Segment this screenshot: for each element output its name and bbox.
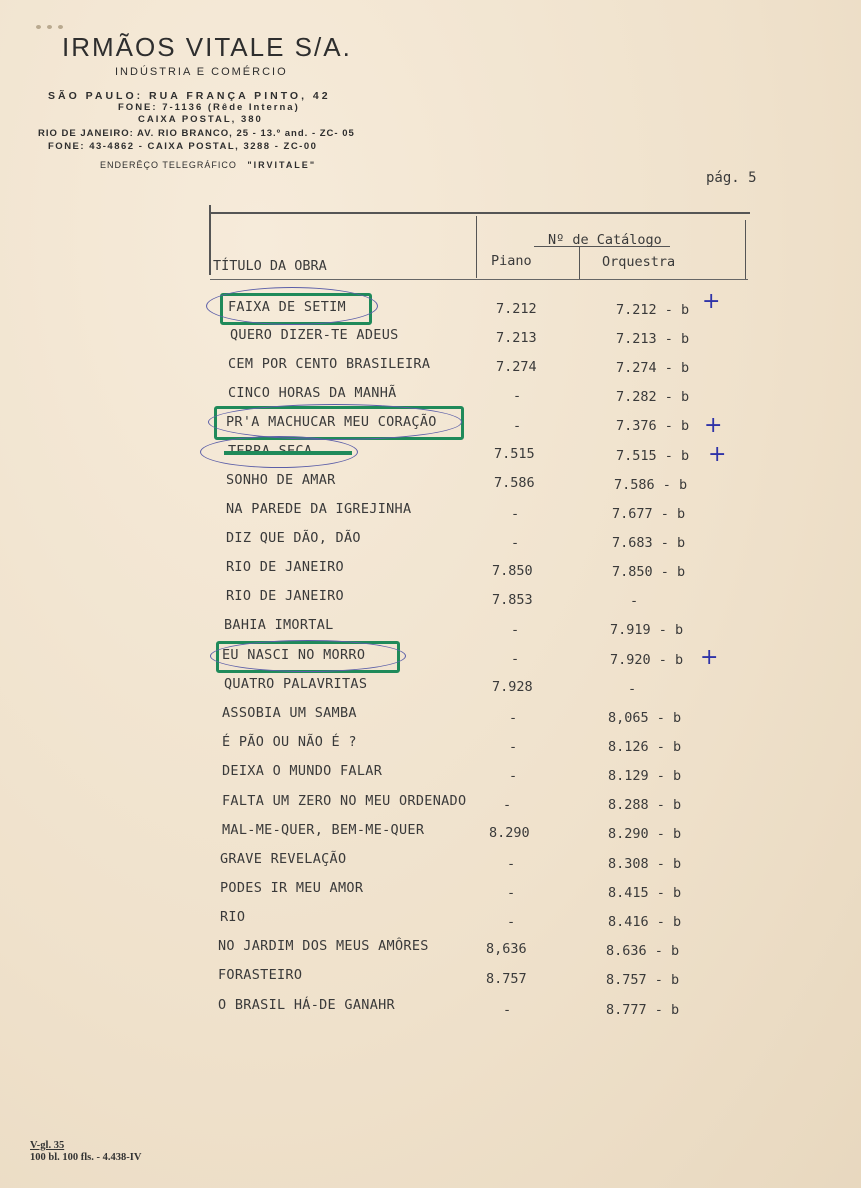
row-piano: 7.212 (496, 301, 537, 317)
table-right-rule (745, 220, 746, 280)
row-orquestra: 8.777 - b (606, 1002, 680, 1018)
row-orquestra: 8.126 - b (608, 739, 682, 755)
row-piano: - (503, 797, 512, 813)
row-orquestra: - (628, 681, 637, 697)
row-piano: - (507, 885, 516, 901)
pen-oval-machucar (208, 404, 462, 440)
row-orquestra: 7.850 - b (612, 564, 686, 580)
header-title-col: TÍTULO DA OBRA (213, 258, 327, 274)
pen-oval-terra-seca (200, 436, 358, 468)
row-title: BAHIA IMORTAL (224, 617, 334, 633)
company-name: IRMÃOS VITALE S/A. (62, 32, 352, 62)
row-title: NO JARDIM DOS MEUS AMÔRES (218, 938, 429, 954)
paper-stains (36, 14, 69, 33)
row-title: RIO (220, 909, 246, 925)
row-title: EU NASCI NO MORRO (222, 647, 366, 663)
pen-cross-mark: + (708, 442, 727, 467)
row-title: MAL-ME-QUER, BEM-ME-QUER (222, 822, 425, 838)
address-line-5: FONE: 43-4862 - CAIXA POSTAL, 3288 - ZC-00 (48, 141, 318, 152)
row-piano: - (507, 914, 516, 930)
address-line-3: CAIXA POSTAL, 380 (138, 114, 263, 125)
row-title: CINCO HORAS DA MANHÃ (228, 385, 397, 401)
address-line-1: SÃO PAULO: RUA FRANÇA PINTO, 42 (48, 90, 331, 102)
row-orquestra: 7.274 - b (616, 360, 690, 376)
telegraph-address (100, 160, 316, 170)
row-title: FAIXA DE SETIM (228, 299, 346, 315)
table-divider-orquestra (579, 246, 580, 280)
row-title: QUERO DIZER-TE ADEUS (230, 327, 399, 343)
row-orquestra: - (630, 593, 639, 609)
footer (30, 1140, 141, 1164)
row-piano: 7.850 (492, 563, 533, 579)
table-top-rule (210, 212, 750, 214)
row-title: ASSOBIA UM SAMBA (222, 705, 357, 721)
row-piano: 7.586 (494, 475, 535, 491)
address-line-4: RIO DE JANEIRO: AV. RIO BRANCO, 25 - 13.º and. - ZC- 05 (38, 128, 355, 139)
row-orquestra: 7.213 - b (616, 331, 690, 347)
row-piano: - (509, 710, 518, 726)
row-orquestra: 7.515 - b (616, 448, 690, 464)
row-orquestra: 8.290 - b (608, 826, 682, 842)
row-piano: - (503, 1002, 512, 1018)
row-title: QUATRO PALAVRITAS (224, 676, 368, 692)
row-orquestra: 8.757 - b (606, 972, 680, 988)
row-title: O BRASIL HÁ-DE GANAHR (218, 997, 395, 1013)
row-title: GRAVE REVELAÇÃO (220, 851, 347, 867)
row-orquestra: 8,065 - b (608, 710, 682, 726)
header-piano: Piano (491, 253, 532, 269)
row-orquestra: 7.376 - b (616, 418, 690, 434)
row-piano: 8,636 (486, 941, 527, 957)
header-orquestra: Orquestra (602, 254, 676, 270)
row-title: SONHO DE AMAR (226, 472, 336, 488)
footer-line-1: V-gl. 35 (30, 1140, 65, 1151)
row-piano: 7.213 (496, 330, 537, 346)
row-title: DEIXA O MUNDO FALAR (222, 763, 383, 779)
row-piano: - (511, 622, 520, 638)
row-piano: 7.928 (492, 679, 533, 695)
row-piano: 8.757 (486, 971, 527, 987)
row-title: DIZ QUE DÃO, DÃO (226, 530, 361, 546)
table-left-rule (209, 205, 211, 275)
table-divider-piano (476, 216, 477, 278)
pen-cross-mark: + (704, 413, 723, 438)
row-title: CEM POR CENTO BRASILEIRA (228, 356, 431, 372)
row-orquestra: 7.919 - b (610, 622, 684, 638)
row-orquestra: 8.129 - b (608, 768, 682, 784)
row-piano: - (511, 651, 520, 667)
footer-line-2: 100 bl. 100 fls. - 4.438-IV (30, 1152, 142, 1163)
row-title: É PÃO OU NÃO É ? (222, 734, 357, 750)
row-title: RIO DE JANEIRO (226, 588, 344, 604)
row-piano: 8.290 (489, 825, 530, 841)
row-piano: 7.515 (494, 446, 535, 462)
row-piano: - (507, 856, 516, 872)
row-piano: - (511, 506, 520, 522)
row-orquestra: 7.282 - b (616, 389, 690, 405)
row-title: NA PAREDE DA IGREJINHA (226, 501, 412, 517)
telegraph-label: ENDERÊÇO TELEGRÁFICO (100, 160, 237, 170)
row-orquestra: 7.920 - b (610, 652, 684, 668)
header-catalog: Nº de Catálogo (548, 232, 662, 248)
row-piano: - (509, 739, 518, 755)
row-orquestra: 8.636 - b (606, 943, 680, 959)
row-orquestra: 8.308 - b (608, 856, 682, 872)
row-orquestra: 7.212 - b (616, 302, 690, 318)
row-piano: - (513, 418, 522, 434)
company-subtitle: INDÚSTRIA E COMÉRCIO (115, 66, 288, 78)
row-title: RIO DE JANEIRO (226, 559, 344, 575)
address-line-2: FONE: 7-1136 (Rêde Interna) (118, 102, 300, 113)
pen-cross-mark: + (700, 645, 719, 670)
row-title: PODES IR MEU AMOR (220, 880, 364, 896)
pen-oval-eu-nasci (210, 640, 406, 672)
row-orquestra: 7.586 - b (614, 477, 688, 493)
row-title: PR'A MACHUCAR MEU CORAÇÃO (226, 414, 437, 430)
row-piano: 7.853 (492, 592, 533, 608)
page-number: pág. 5 (706, 170, 757, 186)
telegraph-value: "IRVITALE" (247, 160, 317, 170)
row-orquestra: 7.677 - b (612, 506, 686, 522)
row-piano: - (509, 768, 518, 784)
row-title: FALTA UM ZERO NO MEU ORDENADO (222, 793, 467, 809)
row-piano: - (511, 535, 520, 551)
row-orquestra: 8.415 - b (608, 885, 682, 901)
row-piano: - (513, 388, 522, 404)
row-title: FORASTEIRO (218, 967, 303, 983)
row-orquestra: 8.288 - b (608, 797, 682, 813)
pen-cross-mark: + (702, 289, 721, 314)
row-orquestra: 8.416 - b (608, 914, 682, 930)
pen-oval-faixa (206, 287, 378, 325)
table-header-rule (210, 279, 748, 280)
row-orquestra: 7.683 - b (612, 535, 686, 551)
row-piano: 7.274 (496, 359, 537, 375)
row-title: TERRA SECA (228, 443, 313, 459)
